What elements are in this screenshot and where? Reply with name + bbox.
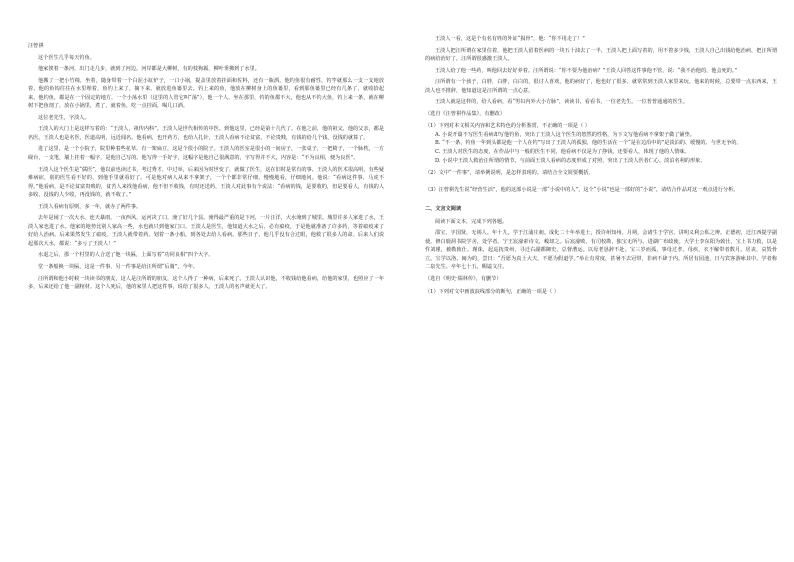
paragraph: 汪所谓有一个孩子，白胖，白胖，白白的，很讨人喜欢，他的病好了，他也好了很多，就常常到王淡人家里来玩。他来的时候，总要带一点东西来，王淡人也不推辞，他知道这是汪所谓的一点心意。 <box>425 79 777 94</box>
paragraph: 王淡人给了他一些药，叫他回去好好养着。汪所谓说：“你不要为他治病？”王淡人回答这件事他不管，说：“我不治他的，他会死的。” <box>435 67 738 74</box>
final-question: （1）下列对文中画波浪线部分的断句，正确的一项是（ ） <box>425 288 559 295</box>
paragraph: 他搬了一把小竹椅，坐着，随身带着一个白泥小缸炉子，一口小锅，提盖里放着挂面和佐料，还有一瓶酒。他钓鱼很有耐性，钓竿就那么一支一支地放着，他的鱼钩往往在水里埋着，鱼钓上来了，摘下来，就放进鱼篓里去。钓上来的鱼，他放在柳树身上的鱼篓里，看到那鱼篓里已经有几条了，就收拾起来。他钓鱼，都是在一个固定的地方，一个小荡水里（这里的人管它叫“荡”），他一个人，坐在那里，钓的鱼都不大，他也从不钓大鱼，钓上来一条，就在柳树下把鱼剖了，放在小锅里，煮了，就着鱼，吃一点挂面，喝几口酒。 <box>28 77 384 110</box>
paragraph: 王淡人的大门上是这样写着的：“王淡人，祖传内科”。王淡人是世代相传的中医。到他这里，已经是第十几代了。在他之前，他的祖父，他的父亲，都是名医。王淡人也是名医，医道高明，远近闻名。他看病，也开药方，也给人扎针，王淡人看病不论贫富，不论贵贱，有钱的给几个钱，没钱的就算了。 <box>28 126 384 141</box>
paragraph: 王淡人看病有原则，多一年，就办了两件事。 <box>38 203 142 210</box>
section-heading: 二、文言文阅读 <box>425 206 462 213</box>
paragraph: 进了这里，是一个小院子，院里种着些花草。有一架扁豆，这是个很小的院子。王淡人的医室是很小的一间房子，一张桌子，一把椅子，一个脉枕，一方砚台，一支笔，墙上挂着一幅字，是他自己写的。他写得一手好字，这幅字是他自己很满意的，字写得并不大，内容是：“不为良相，便为良医”。 <box>28 146 384 162</box>
paragraph: 汪所谓和他小时候一块读书的朋友，这人是汪所谓的朋友，这个人得了一种病，后来死了。王淡人认识他，不收钱给他看病，给他的家里，也照应了一年多，后来还给了他一副棺材。这个人死后，他的家里人把这件事，说给了很多人，王淡人的名声就更大了。 <box>28 275 384 291</box>
paragraph: 王淡人就是这样的，给人看病，看“男妇内外大小方脉”，读读书，看看书，一位老先生。一位普普通通的医生。 <box>435 99 689 106</box>
paragraph: 去年是闹了一次大水。连天暴雨，一夜西风，运河决了口，淹了好几个县。淹得最严重的是下河，一片汪洋，大水淹到了城里。城里许多人家进了水，王淡人家也进了水。他家的地势比别人家高一些，水也就只到他家门口。王淡人是医生，他知道大水之后，必有瘟疫，于是他就准备了许多药，等着瘟疫来了好给人治病。后来果然发生了瘟疫。王淡人就带着药，划着一条小船，到各处去给人看病。那些日子，他几乎没有合过眼，他救了很多人的命。后来人们说起那次大水，都说：“多亏了王淡人！” <box>28 215 384 247</box>
paragraph: 王淡人把汪所谓在家里住着，他把王淡人留着医病的一块五十油去了一半，王淡人把上面写着的，用不着多少钱，王淡人自己出钱给他治病，把汪所谓的病给治好了，汪所谓很感激王淡人。 <box>425 47 777 63</box>
question-1: （1）下列对本文相关内容和艺术特色的分析鉴赏，不正确的一项是（ ） <box>425 123 590 130</box>
question-2: （2）文中“一件事”，请举例说明，是怎样表现的。请结合全文简要概括。 <box>425 170 594 177</box>
paragraph: 堂一条船换一块匾，这是一件事，另一件事是给汪所谓“后骑”，今年。 <box>38 264 199 271</box>
classical-text: 邵宝，字国贤，无锡人。年十九，学于江浦庄昶。成化二十年举进士，授许州知州。月朔，会诸生于学宫，讲明义利公私之辨。正德初，迁江西提学副使。修白鹿洞书院学舍，处学者。宁王宸濠索诗文，峻却之。后宸濠败，有司校勘，独宝无所与。进湖广布政使。大学士李东阳为致仕，宝上书力救，以是忤刘瑾，被勒致仕。瑾诛，起巡抚贵州，寻迁右副都御史，总督漕运。以母老恳辞不赴。宝三岁而孤，事母过孝。母疾，衣不解带者数月。居丧，哀毁骨立。宝学以洛、闽为的，尝曰：“吾愿为真士大夫，不愿为假道学。”举止有常度，甚暑不去冠带，非病不肆于内。所居有园池，日与宾客游咏其中。学者称二泉先生。卒年七十五，赐谥文庄。 <box>425 230 777 271</box>
story-source: （选自《汪曾祺作品集》，有删改） <box>425 110 505 117</box>
option-a: A. 小说开篇不写医生看病却写他钓鱼，突出了王淡人这个医生的悠然的性格，为下文写他看病不拿架子做了铺垫。 <box>435 131 695 138</box>
paragraph: 水退之后，那一个村里的人合送了他一块匾，上面写着“功同良相”四个大字。 <box>38 252 214 259</box>
paragraph: 他家挨着一条河，出门走几步，就到了河边。河岸都是大柳树，有的枝狗霸，柳叶垂拂到了水里。 <box>38 66 260 73</box>
option-d: D. 小说中王淡人救治汪所谓的情节，与前面王淡人看病的态度形成了对照，突出了王淡人医者仁心、淡泊名利的形象。 <box>435 157 706 164</box>
story-author: 汪曾祺 <box>28 43 44 49</box>
option-c: C. 王淡人对医生的态度，在作品中与一般的医生不同，他看病不仅是为了挣钱，还要看人，体现了他的人情味。 <box>435 149 690 156</box>
right-column <box>425 35 777 296</box>
paragraph: 这位老先生，字淡人。 <box>38 114 90 121</box>
classical-source: （选自《明史·儒林传》，有删节） <box>425 276 502 283</box>
paragraph: 王淡人这个医生是“儒医”，他以前也读过书，考过秀才，中过举，后来因为时世变了，就做了医生，这在旧时是常有的事。王淡人的医术很高明，有些疑难病症，别的医生看不好的，到他手里就看好了。可是他对病人从来不拿架子，一个个都非常仔细，慢慢地看，仔细地问。他说：“看病这件事，马虎不得。”他看病，是不论贫富贵贱的，贫苦人来找他看病，他不但不收钱，有时还送药，王淡人对此事有个说法：“看病的钱，是要收的，但是要看人，有钱的人多收，没钱的人少收，再没钱的，就不收了。” <box>28 166 384 199</box>
question-3: （3）汪曾祺先生说“经营生活”，他的这部小说是一部“小说中的人”，这个“小说”也是一部好的“小说”，请结合作品对这一观点进行分析。 <box>425 186 739 193</box>
paragraph: 王淡人一看，这是个有名有姓的外证“损骨”，他：“你不用走了！” <box>435 36 585 42</box>
instruction: 阅读下面文本，完成下列各题。 <box>435 218 508 225</box>
left-column <box>28 42 384 292</box>
paragraph: 这个医生几乎每天钓鱼。 <box>38 54 95 61</box>
option-b: B. “不一条，钓鱼一年到头都是他一个人在钓”写出了王淡人的孤独，他的生活在一个“是在边沿中的”是淡泊的、缓慢的、与世无争的。 <box>435 140 742 147</box>
